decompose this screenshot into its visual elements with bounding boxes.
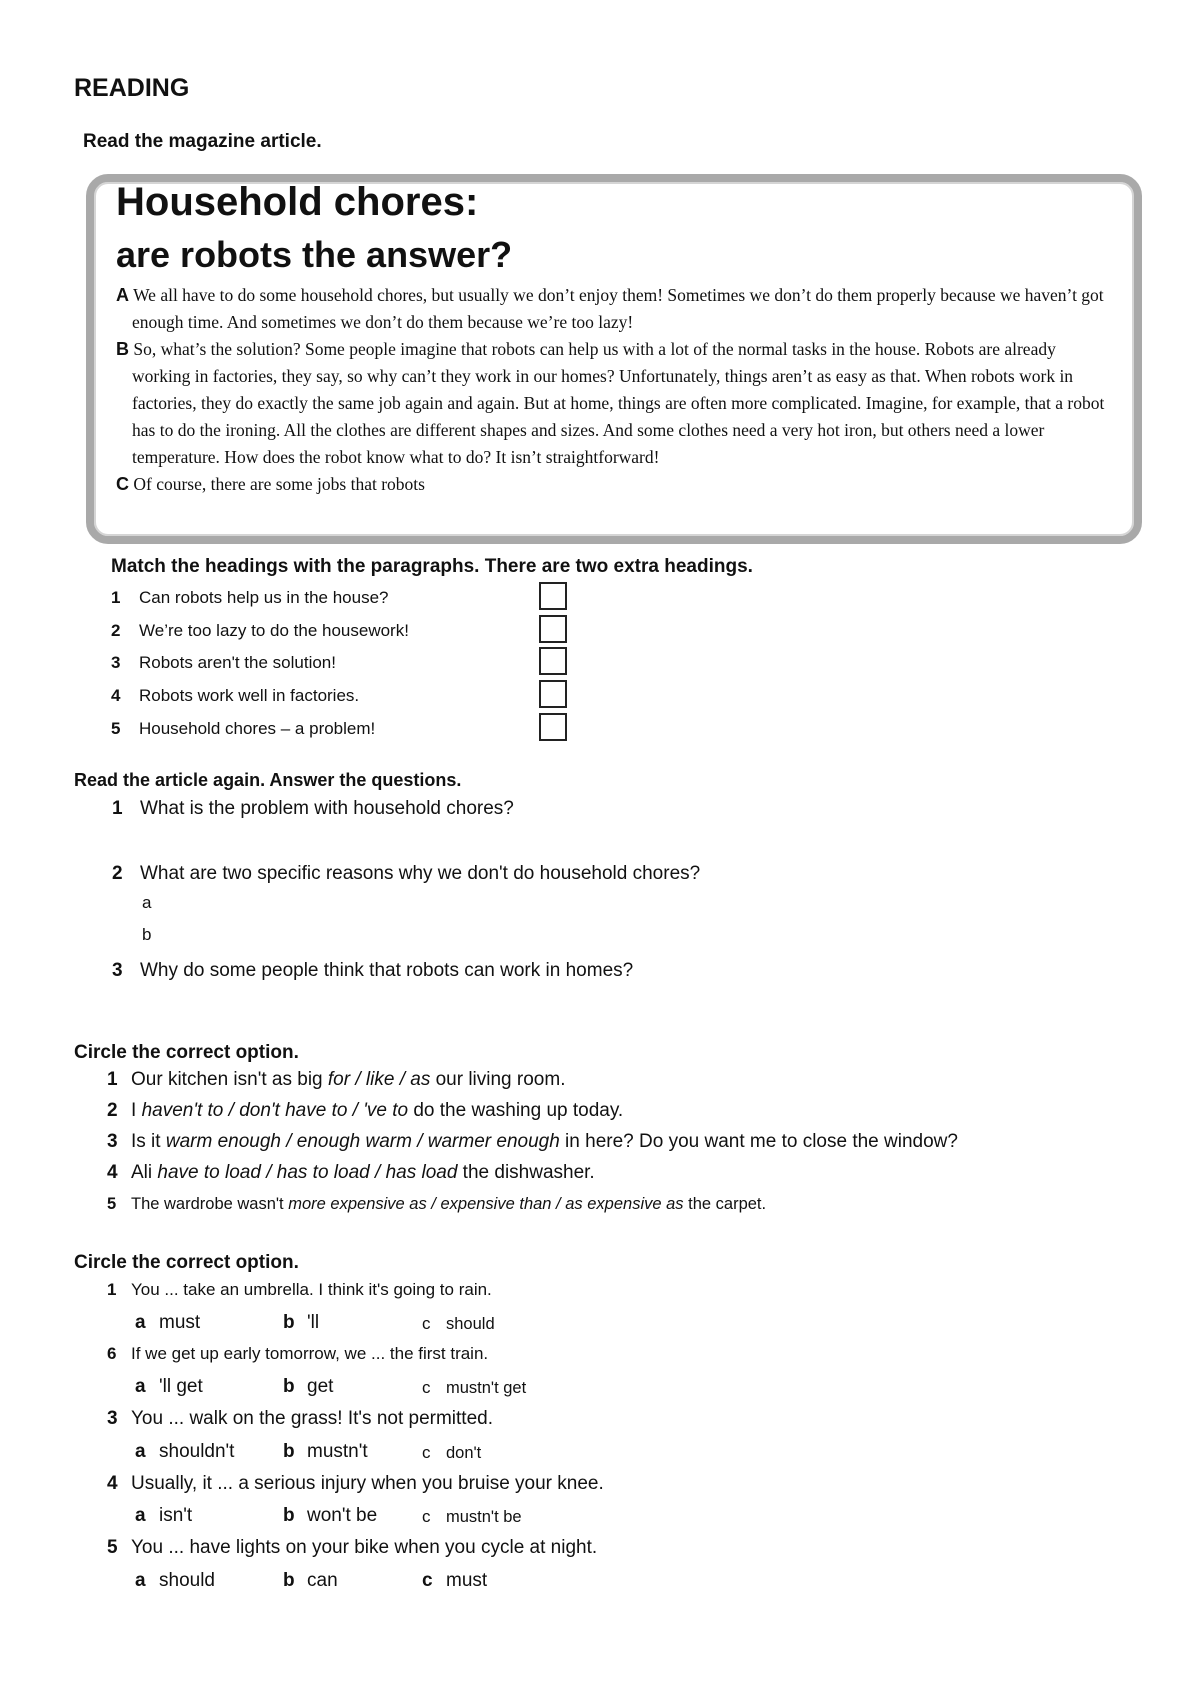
grammar-item: 1 Our kitchen isn't as big for / like / as our living room.: [107, 1069, 566, 1090]
paragraph-text: We all have to do some household chores, but usually we don’t enjoy them! Sometimes we don’t do them properly because we haven’t got enough time. And sometimes we don’t do them because we’re too lazy!: [132, 285, 1104, 332]
grammar2-heading: Circle the correct option.: [74, 1252, 299, 1273]
article-body: [116, 282, 1116, 498]
option-choices: warm enough / enough warm / warmer enough: [165, 1131, 560, 1152]
match-item: 1 Can robots help us in the house?: [111, 588, 389, 607]
article-paragraph-b: [116, 336, 1116, 471]
mc-question: 3 You ... walk on the grass! It's not permitted.: [107, 1408, 494, 1429]
option-b[interactable]: b won't be: [283, 1505, 378, 1526]
answer-box[interactable]: [539, 713, 567, 741]
grammar-item: 5 The wardrobe wasn't more expensive as / expensive than / as expensive as the carpet.: [107, 1195, 767, 1213]
option-b[interactable]: b get: [283, 1376, 334, 1397]
paragraph-letter: C: [116, 474, 129, 494]
option-a[interactable]: a 'll get: [135, 1376, 203, 1397]
mc-question: 5 You ... have lights on your bike when you cycle at night.: [107, 1537, 598, 1558]
match-item: 4 Robots work well in factories.: [111, 686, 360, 705]
option-a[interactable]: a must: [135, 1312, 201, 1333]
reading-instruction: Read the magazine article.: [83, 131, 322, 152]
mc-question: 1 You ... take an umbrella. I think it's going to rain.: [107, 1280, 492, 1299]
article-paragraph-c: [116, 471, 1116, 498]
question-item: 2 What are two specific reasons why we don't do household chores?: [112, 863, 701, 884]
option-b[interactable]: b can: [283, 1570, 338, 1591]
option-c[interactable]: c must: [422, 1570, 488, 1591]
section-title: READING: [74, 74, 190, 102]
option-choices: for / like / as: [327, 1069, 431, 1090]
answer-box[interactable]: [539, 582, 567, 610]
option-choices: more expensive as / expensive than / as expensive as: [288, 1195, 684, 1213]
option-c[interactable]: c should: [422, 1314, 495, 1333]
match-item: 2 We’re too lazy to do the housework!: [111, 621, 409, 640]
option-choices: have to load / has to load / has load: [157, 1162, 458, 1183]
article-paragraph-a: [116, 282, 1116, 336]
answer-heading: Read the article again. Answer the questions.: [74, 770, 462, 790]
paragraph-text: Of course, there are some jobs that robots: [133, 474, 425, 494]
match-item: 5 Household chores – a problem!: [111, 719, 376, 738]
option-c[interactable]: c mustn't be: [422, 1507, 522, 1526]
mc-question: 6 If we get up early tomorrow, we ... the first train.: [107, 1344, 489, 1363]
answer-box[interactable]: [539, 615, 567, 643]
paragraph-letter: B: [116, 339, 129, 359]
option-c[interactable]: c mustn't get: [422, 1378, 527, 1397]
match-heading: Match the headings with the paragraphs. There are two extra headings.: [111, 556, 753, 577]
option-a[interactable]: a isn't: [135, 1505, 193, 1526]
answer-box[interactable]: [539, 647, 567, 675]
question-item: 1 What is the problem with household chores?: [112, 798, 514, 819]
match-item: 3 Robots aren't the solution!: [111, 653, 336, 672]
paragraph-letter: A: [116, 285, 129, 305]
question-subitem-b: b: [142, 925, 152, 944]
grammar-item: 4 Ali have to load / has to load / has load the dishwasher.: [107, 1162, 595, 1183]
paragraph-text: So, what’s the solution? Some people imagine that robots can help us with a lot of the normal tasks in the house. Robots are already working in factories, they say, so why can’t they work in our homes? Unfortunately, things aren’t as easy as that. When robots work in factories, they do exactly the same job again and again. But at home, things are often more complicated. Imagine, for example, that a robot has to do the ironing. All the clothes are different shapes and sizes. And some clothes need a very hot iron, but others need a lower temperature. How does the robot know what to do? It isn’t straightforward!: [132, 339, 1105, 467]
grammar-item: 2 I haven't to / don't have to / 've to do the washing up today.: [107, 1100, 624, 1121]
article-subtitle: are robots the answer?: [116, 234, 513, 275]
mc-question: 4 Usually, it ... a serious injury when you bruise your knee.: [107, 1473, 604, 1494]
grammar-item: 3 Is it warm enough / enough warm / warmer enough in here? Do you want me to close the window?: [107, 1131, 958, 1152]
question-subitem-a: a: [142, 893, 152, 912]
option-choices: haven't to / don't have to / 've to: [141, 1100, 409, 1121]
option-c[interactable]: c don't: [422, 1443, 482, 1462]
article-title: Household chores:: [116, 180, 479, 224]
grammar1-heading: Circle the correct option.: [74, 1042, 299, 1063]
option-a[interactable]: a shouldn't: [135, 1441, 235, 1462]
option-a[interactable]: a should: [135, 1570, 215, 1591]
option-b[interactable]: b mustn't: [283, 1441, 368, 1462]
option-b[interactable]: b 'll: [283, 1312, 320, 1333]
answer-box[interactable]: [539, 680, 567, 708]
question-item: 3 Why do some people think that robots can work in homes?: [112, 960, 634, 981]
